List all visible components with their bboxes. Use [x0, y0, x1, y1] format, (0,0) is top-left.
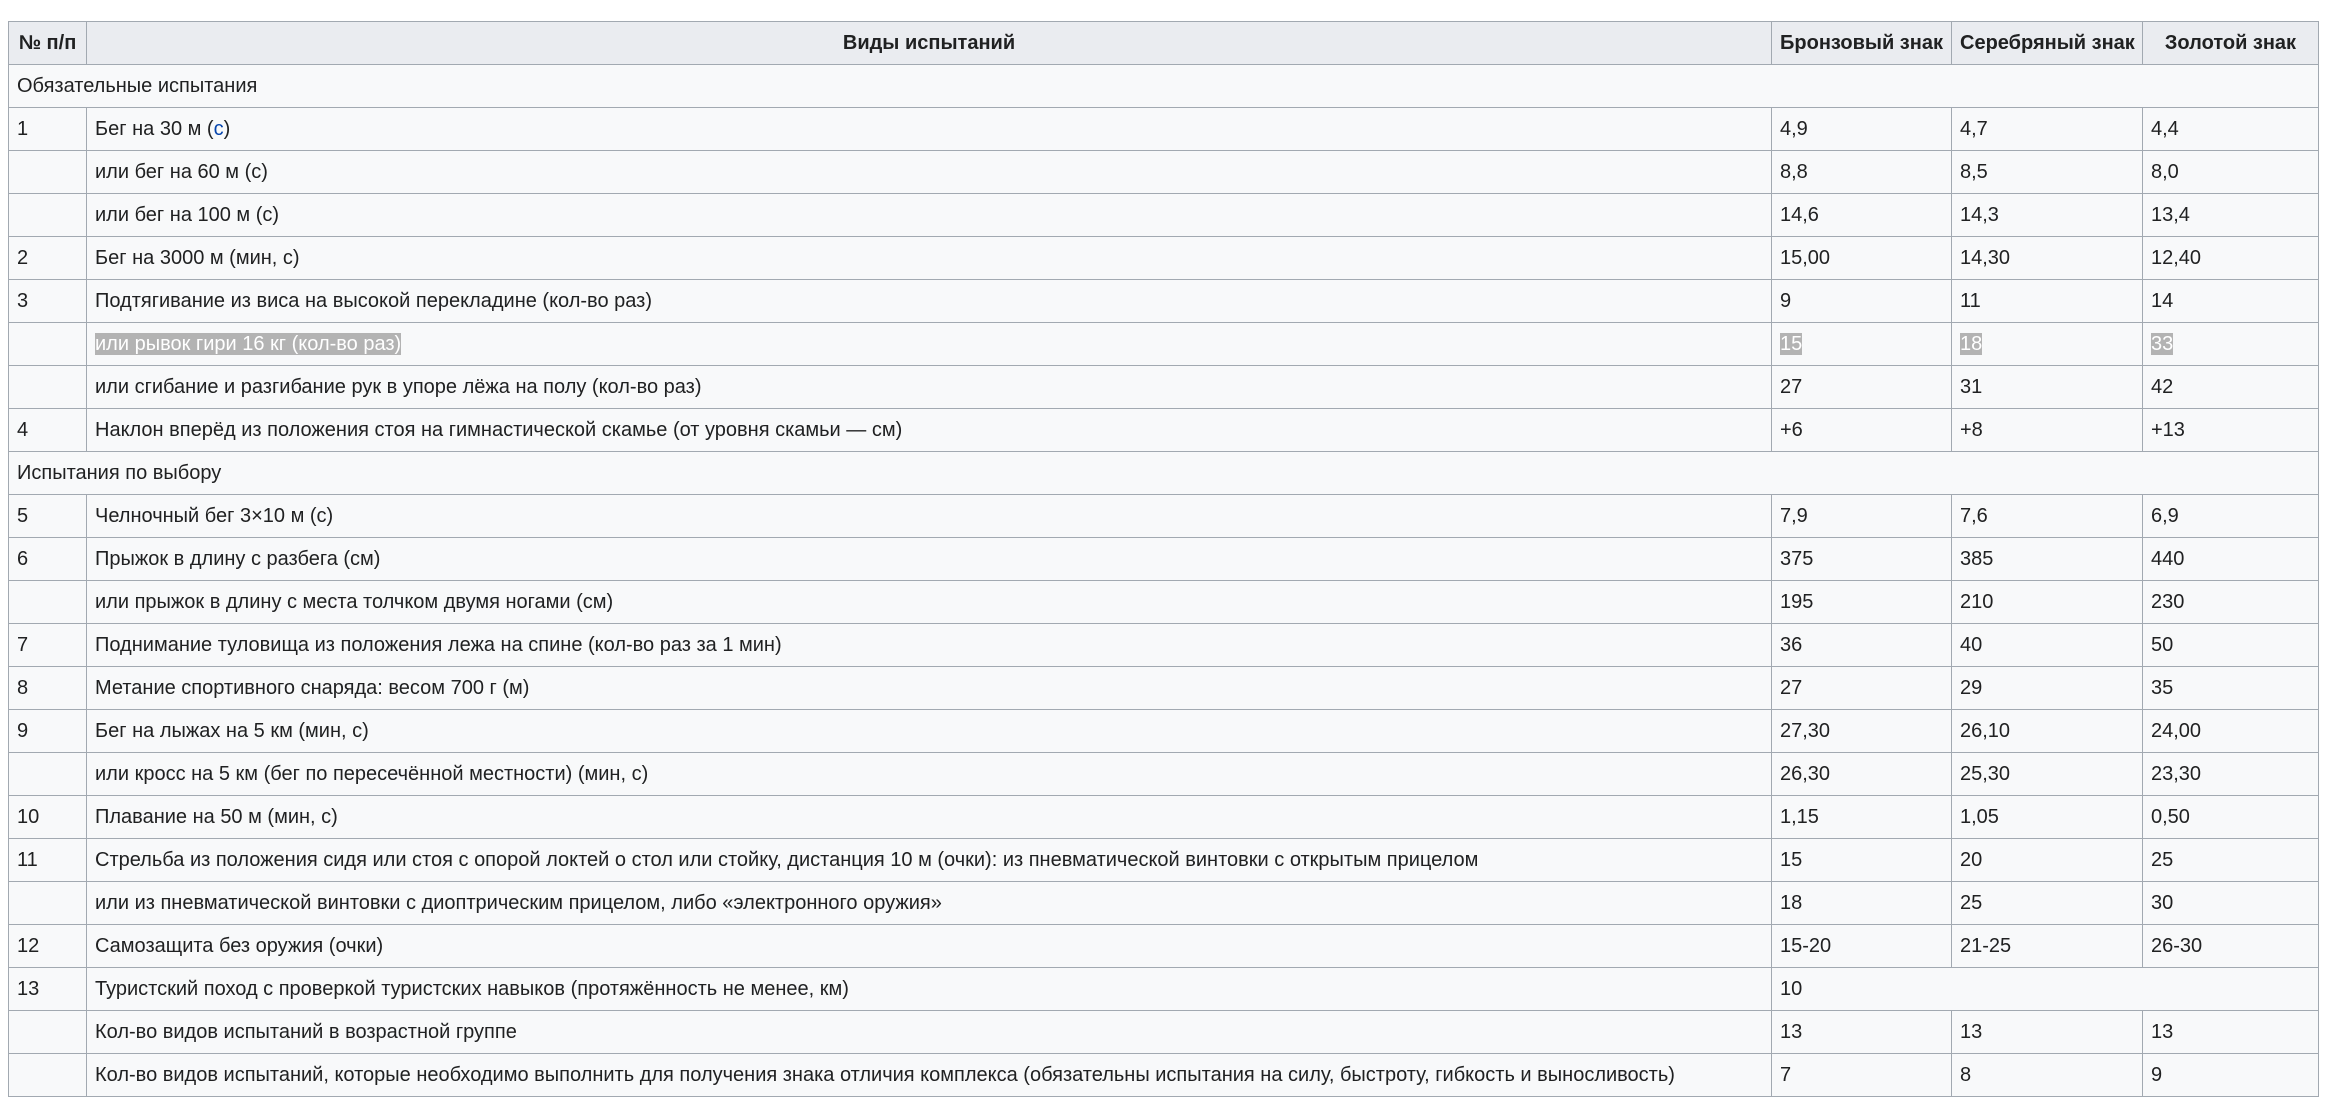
- table-row: [9, 753, 2319, 796]
- selected-text[interactable]: 33: [2151, 333, 2174, 355]
- cell-num: 2: [9, 237, 87, 280]
- selected-text[interactable]: 15: [1780, 333, 1803, 355]
- norms-table-container: [8, 21, 2318, 1097]
- cell-bronze: 8,8: [1772, 151, 1952, 194]
- cell-name-prefix: Бег на 30 м (: [95, 118, 214, 140]
- section-row-mandatory: [9, 65, 2319, 108]
- cell-silver: 7,6: [1952, 495, 2143, 538]
- cell-gold: 4,4: [2143, 108, 2319, 151]
- cell-name: или кросс на 5 км (бег по пересечённой местности) (мин, с): [87, 753, 1772, 796]
- cell-num: 5: [9, 495, 87, 538]
- table-row: [9, 968, 2319, 1011]
- cell-num: [9, 366, 87, 409]
- cell-bronze: 375: [1772, 538, 1952, 581]
- cell-name: Стрельба из положения сидя или стоя с опорой локтей о стол или стойку, дистанция 10 м (очки): из пневматической винтовки с открытым прицелом: [87, 839, 1772, 882]
- header-row: [9, 22, 2319, 65]
- cell-bronze: 18: [1772, 882, 1952, 925]
- cell-bronze: 14,6: [1772, 194, 1952, 237]
- cell-gold: 9: [2143, 1054, 2319, 1097]
- cell-bronze: 15,00: [1772, 237, 1952, 280]
- cell-gold: 13,4: [2143, 194, 2319, 237]
- cell-silver: 25,30: [1952, 753, 2143, 796]
- cell-num: 12: [9, 925, 87, 968]
- table-row: [9, 839, 2319, 882]
- cell-num: 7: [9, 624, 87, 667]
- cell-gold: 25: [2143, 839, 2319, 882]
- cell-num: [9, 1011, 87, 1054]
- table-row: [9, 667, 2319, 710]
- cell-num: [9, 1054, 87, 1097]
- cell-name: [87, 323, 1772, 366]
- cell-gold: 6,9: [2143, 495, 2319, 538]
- cell-silver: 14,3: [1952, 194, 2143, 237]
- col-header-num: № п/п: [9, 22, 87, 65]
- cell-bronze: 26,30: [1772, 753, 1952, 796]
- cell-silver: 13: [1952, 1011, 2143, 1054]
- cell-name: Кол-во видов испытаний в возрастной группе: [87, 1011, 1772, 1054]
- cell-name: или бег на 60 м (с): [87, 151, 1772, 194]
- cell-num: [9, 194, 87, 237]
- table-row: [9, 581, 2319, 624]
- cell-num: 4: [9, 409, 87, 452]
- table-row: [9, 538, 2319, 581]
- selected-text[interactable]: или рывок гири 16 кг (кол-во раз): [95, 333, 402, 355]
- cell-silver: 25: [1952, 882, 2143, 925]
- cell-all-levels: 10: [1772, 968, 2319, 1011]
- table-row: [9, 237, 2319, 280]
- cell-silver: 385: [1952, 538, 2143, 581]
- cell-name: или прыжок в длину с места толчком двумя ногами (см): [87, 581, 1772, 624]
- cell-silver: +8: [1952, 409, 2143, 452]
- table-row: [9, 194, 2319, 237]
- cell-gold: [2143, 323, 2319, 366]
- cell-silver: 31: [1952, 366, 2143, 409]
- cell-bronze: 36: [1772, 624, 1952, 667]
- cell-silver: 40: [1952, 624, 2143, 667]
- cell-gold: 14: [2143, 280, 2319, 323]
- cell-num: [9, 581, 87, 624]
- norms-table: [8, 21, 2319, 1097]
- cell-num: 1: [9, 108, 87, 151]
- cell-silver: 21-25: [1952, 925, 2143, 968]
- cell-bronze: 9: [1772, 280, 1952, 323]
- cell-name: или сгибание и разгибание рук в упоре лёжа на полу (кол-во раз): [87, 366, 1772, 409]
- cell-bronze: 195: [1772, 581, 1952, 624]
- cell-num: 8: [9, 667, 87, 710]
- table-row: [9, 796, 2319, 839]
- cell-name: Бег на лыжах на 5 км (мин, с): [87, 710, 1772, 753]
- cell-silver: 26,10: [1952, 710, 2143, 753]
- cell-gold: 23,30: [2143, 753, 2319, 796]
- cell-bronze: 13: [1772, 1011, 1952, 1054]
- cell-silver: [1952, 323, 2143, 366]
- cell-num: 13: [9, 968, 87, 1011]
- cell-silver: 4,7: [1952, 108, 2143, 151]
- cell-bronze: 27,30: [1772, 710, 1952, 753]
- table-row: [9, 1054, 2319, 1097]
- cell-bronze: 4,9: [1772, 108, 1952, 151]
- cell-name: Самозащита без оружия (очки): [87, 925, 1772, 968]
- cell-num: 6: [9, 538, 87, 581]
- seconds-link[interactable]: с: [213, 118, 224, 140]
- cell-name: или бег на 100 м (с): [87, 194, 1772, 237]
- cell-gold: 24,00: [2143, 710, 2319, 753]
- section-row-optional: [9, 452, 2319, 495]
- col-header-silver: Серебряный знак: [1952, 22, 2143, 65]
- cell-name: Прыжок в длину с разбега (см): [87, 538, 1772, 581]
- cell-gold: 230: [2143, 581, 2319, 624]
- cell-name: Поднимание туловища из положения лежа на спине (кол-во раз за 1 мин): [87, 624, 1772, 667]
- cell-gold: 0,50: [2143, 796, 2319, 839]
- table-row: [9, 409, 2319, 452]
- cell-gold: 42: [2143, 366, 2319, 409]
- cell-name: Кол-во видов испытаний, которые необходимо выполнить для получения знака отличия комплекса (обязательны испытания на силу, быстроту, гибкость и выносливость): [87, 1054, 1772, 1097]
- cell-num: [9, 151, 87, 194]
- col-header-gold: Золотой знак: [2143, 22, 2319, 65]
- cell-silver: 210: [1952, 581, 2143, 624]
- table-row: [9, 495, 2319, 538]
- cell-name: Туристский поход с проверкой туристских навыков (протяжённость не менее, км): [87, 968, 1772, 1011]
- cell-silver: 8,5: [1952, 151, 2143, 194]
- table-row: [9, 925, 2319, 968]
- cell-gold: +13: [2143, 409, 2319, 452]
- cell-name: Бег на 3000 м (мин, с): [87, 237, 1772, 280]
- table-row: [9, 151, 2319, 194]
- cell-num: 9: [9, 710, 87, 753]
- table-row-selected: [9, 323, 2319, 366]
- cell-name: [87, 108, 1772, 151]
- section-title-optional: Испытания по выбору: [9, 452, 2319, 495]
- col-header-bronze: Бронзовый знак: [1772, 22, 1952, 65]
- table-row: [9, 108, 2319, 151]
- cell-name: Метание спортивного снаряда: весом 700 г (м): [87, 667, 1772, 710]
- table-row: [9, 624, 2319, 667]
- cell-gold: 8,0: [2143, 151, 2319, 194]
- cell-num: 3: [9, 280, 87, 323]
- table-row: [9, 366, 2319, 409]
- section-title-mandatory: Обязательные испытания: [9, 65, 2319, 108]
- cell-name: или из пневматической винтовки с диоптрическим прицелом, либо «электронного оружия»: [87, 882, 1772, 925]
- table-row: [9, 882, 2319, 925]
- cell-num: [9, 323, 87, 366]
- cell-gold: 12,40: [2143, 237, 2319, 280]
- cell-bronze: 27: [1772, 667, 1952, 710]
- col-header-type: Виды испытаний: [87, 22, 1772, 65]
- cell-silver: 11: [1952, 280, 2143, 323]
- cell-bronze: 7,9: [1772, 495, 1952, 538]
- cell-bronze: +6: [1772, 409, 1952, 452]
- cell-silver: 20: [1952, 839, 2143, 882]
- table-row: [9, 710, 2319, 753]
- cell-bronze: 7: [1772, 1054, 1952, 1097]
- cell-gold: 50: [2143, 624, 2319, 667]
- cell-gold: 13: [2143, 1011, 2319, 1054]
- cell-gold: 35: [2143, 667, 2319, 710]
- cell-bronze: [1772, 323, 1952, 366]
- cell-silver: 1,05: [1952, 796, 2143, 839]
- cell-bronze: 27: [1772, 366, 1952, 409]
- table-row: [9, 280, 2319, 323]
- cell-name: Подтягивание из виса на высокой перекладине (кол-во раз): [87, 280, 1772, 323]
- cell-num: [9, 753, 87, 796]
- cell-name: Наклон вперёд из положения стоя на гимнастической скамье (от уровня скамьи — см): [87, 409, 1772, 452]
- cell-silver: 14,30: [1952, 237, 2143, 280]
- cell-silver: 8: [1952, 1054, 2143, 1097]
- selected-text[interactable]: 18: [1960, 333, 1983, 355]
- cell-name-suffix: ): [223, 118, 231, 140]
- cell-num: 11: [9, 839, 87, 882]
- cell-bronze: 15: [1772, 839, 1952, 882]
- cell-num: 10: [9, 796, 87, 839]
- cell-bronze: 1,15: [1772, 796, 1952, 839]
- cell-gold: 30: [2143, 882, 2319, 925]
- cell-name: Челночный бег 3×10 м (с): [87, 495, 1772, 538]
- cell-num: [9, 882, 87, 925]
- table-row: [9, 1011, 2319, 1054]
- cell-bronze: 15-20: [1772, 925, 1952, 968]
- cell-silver: 29: [1952, 667, 2143, 710]
- cell-gold: 26-30: [2143, 925, 2319, 968]
- cell-gold: 440: [2143, 538, 2319, 581]
- cell-name: Плавание на 50 м (мин, с): [87, 796, 1772, 839]
